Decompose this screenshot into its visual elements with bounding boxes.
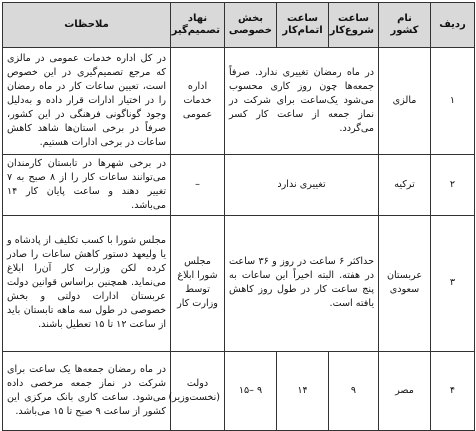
start-time-cell: ۹	[329, 351, 379, 430]
working-hours-cell: تغییری ندارد	[225, 155, 379, 216]
row-number: ۴	[431, 351, 475, 430]
decision-body-cell: –	[171, 155, 225, 216]
decision-body-cell: دولت (نخست‌وزیر)	[171, 351, 225, 430]
header-decision-body: نهاد تصمیم‌گیر	[171, 3, 225, 48]
notes-cell: در کل اداره خدمات عمومی در مالزی که مرجع تصمیم‌گیری در این خصوص است، تعیین ساعات کار در ماه رمضان را در اختیار ادارات قرار داده و به‌دلیل وجود گوناگونی فرهنگی در این کشور، صرفاً در برخی استان‌ها شاهد کاهش ساعات در برخی ادارات هستیم.	[3, 48, 171, 155]
row-number: ۱	[431, 48, 475, 155]
end-time-cell: ۱۴	[277, 351, 329, 430]
header-notes: ملاحظات	[3, 3, 171, 48]
country-cell: عربستان سعودی	[379, 215, 431, 351]
header-end-time: ساعت اتمام‌کار	[277, 3, 329, 48]
header-row-no: ردیف	[431, 3, 475, 48]
table-row	[3, 215, 475, 351]
country-cell: مالزی	[379, 48, 431, 155]
table-row	[3, 155, 475, 216]
country-cell: ترکیه	[379, 155, 431, 216]
header-row	[3, 3, 475, 48]
decision-body-cell: مجلس شورا ابلاغ توسط وزارت کار	[171, 215, 225, 351]
row-number: ۳	[431, 215, 475, 351]
header-country: نام کشور	[379, 3, 431, 48]
notes-cell: مجلس شورا با کسب تکلیف از پادشاه و یا ولیعهد دستور کاهش ساعات را صادر کرده لکن وزارت کار آن‌را ابلاغ می‌نماید. همچنین براساس قوانین دولت عربستان ادارات دولتی و بخش خصوصی در طول سه ماهه تابستان باید از ساعت ۱۲ تا ۱۵ تعطیل باشند.	[3, 215, 171, 351]
working-hours-cell: حداکثر ۶ ساعت در روز و ۳۶ ساعت در هفته. البته اخیراً این ساعات به پنج ساعت کار در طول روز کاهش یافته است.	[225, 215, 379, 351]
header-private-sector: بخش خصوصی	[225, 3, 277, 48]
notes-cell: در برخی شهرها در تابستان کارمندان می‌توانند ساعات کار را از ۸ صبح به ۷ تغییر دهند و ساعت پایان کار ۱۴ می‌باشد.	[3, 155, 171, 216]
country-cell: مصر	[379, 351, 431, 430]
header-start-time: ساعت شروع‌کار	[329, 3, 379, 48]
table-row	[3, 351, 475, 430]
working-hours-cell: در ماه رمضان تغییری ندارد. صرفاً جمعه‌ها چون روز کاری محسوب می‌شود یک‌ساعت برای شرکت در نماز جمعه از ساعت کار کسر می‌گردد.	[225, 48, 379, 155]
regulations-table	[2, 2, 475, 431]
notes-cell: در ماه رمضان جمعه‌ها یک ساعت برای شرکت در نماز جمعه مرخصی داده می‌شود. ساعت کاری بانک مرکزی این کشور از ساعت ۹ صبح تا ۱۵ می‌باشد.	[3, 351, 171, 430]
decision-body-cell: اداره خدمات عمومی	[171, 48, 225, 155]
private-sector-cell: ۹ –۱۵	[225, 351, 277, 430]
row-number: ۲	[431, 155, 475, 216]
table-row	[3, 48, 475, 155]
